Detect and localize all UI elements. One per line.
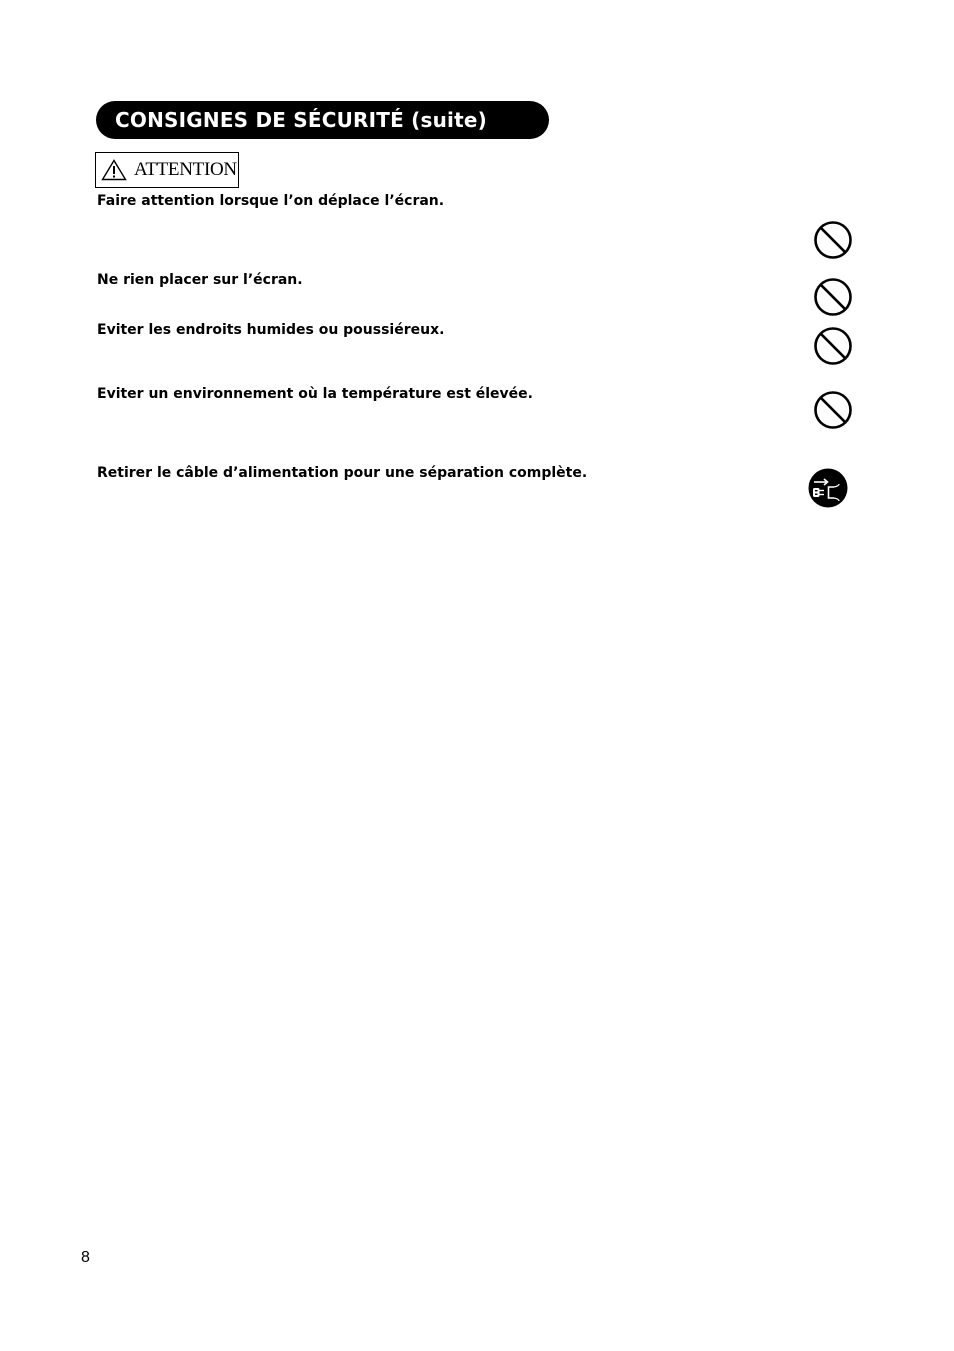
- section-title: CONSIGNES DE SÉCURITÉ (suite): [115, 108, 487, 132]
- warning-triangle-icon: [101, 159, 127, 181]
- instruction-nothing-on-screen: Ne rien placer sur l’écran.: [97, 272, 303, 288]
- prohibited-icon: [813, 390, 853, 430]
- instruction-moving-screen: Faire attention lorsque l’on déplace l’écran.: [97, 193, 445, 209]
- unplug-power-icon: [808, 468, 848, 508]
- attention-label: ATTENTION: [134, 159, 237, 180]
- instruction-unplug-power-cable: Retirer le câble d’alimentation pour une séparation complète.: [97, 465, 588, 481]
- prohibited-icon: [813, 220, 853, 260]
- prohibited-icon: [813, 277, 853, 317]
- prohibited-icon: [813, 326, 853, 366]
- attention-box: [95, 152, 239, 188]
- instruction-avoid-high-temperature: Eviter un environnement où la température est élevée.: [97, 386, 533, 402]
- page-number: 8: [81, 1249, 90, 1266]
- instruction-avoid-humid-dusty: Eviter les endroits humides ou poussiéreux.: [97, 322, 445, 338]
- section-header: [96, 101, 549, 139]
